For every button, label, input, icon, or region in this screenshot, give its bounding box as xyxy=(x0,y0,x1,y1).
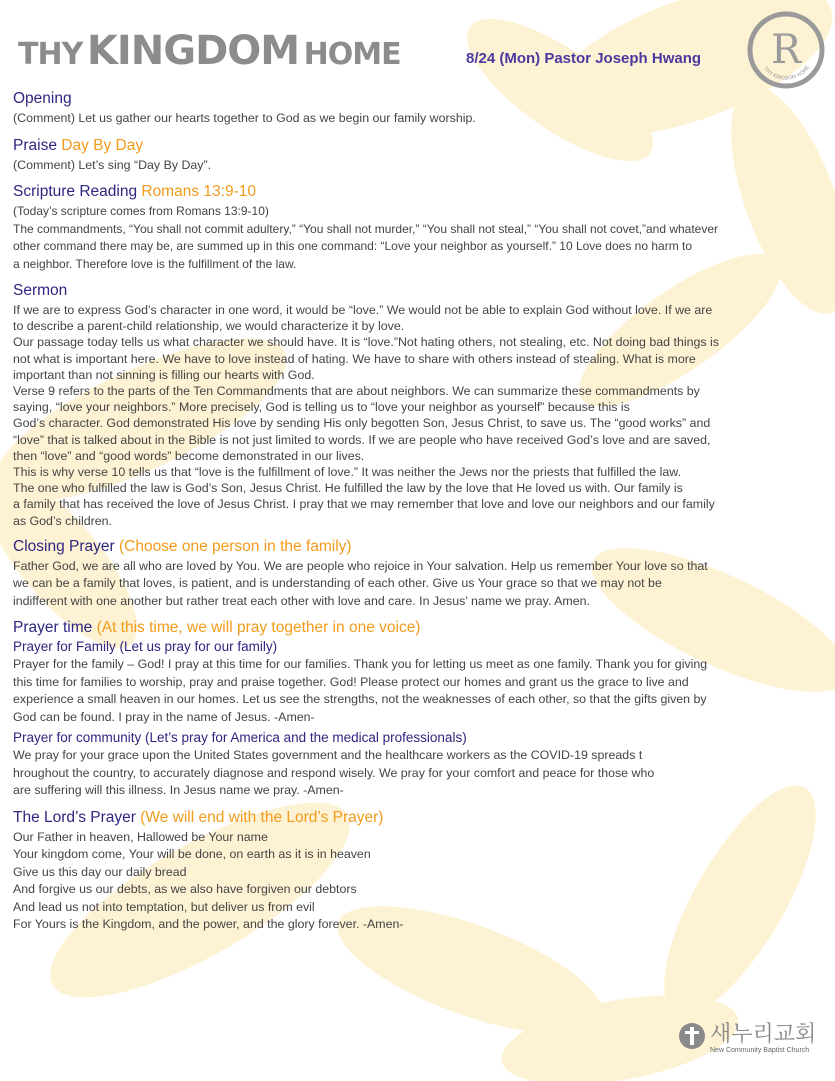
community-prayer-line: are suffering will this illness. In Jesus name we pray. -Amen- xyxy=(13,783,344,798)
thy-kingdom-home-logo xyxy=(746,10,826,90)
community-prayer-subheading: Prayer for community (Let’s pray for America and the medical professionals) xyxy=(13,730,467,746)
sermon-heading: Sermon xyxy=(13,282,68,299)
lords-prayer-line: Your kingdom come, Your will be done, on earth as it is in heaven xyxy=(13,847,371,862)
scripture-heading: Scripture Reading Romans 13:9-10 xyxy=(13,183,256,200)
closing-prayer-note: (Choose one person in the family) xyxy=(118,537,352,555)
praise-heading: Praise Day By Day xyxy=(13,136,144,154)
page-title xyxy=(18,28,401,74)
family-prayer-subheading: Prayer for Family (Let us pray for our family) xyxy=(13,639,278,655)
sermon-line: not what is important here. We have to love instead of hating. We have to share with others instead of stealing. What is more xyxy=(13,351,696,366)
sermon-line: “love” that is talked about in the Bible is not just limited to words. If we are people who have received God’s love and are saved, xyxy=(13,432,711,447)
scripture-line: a neighbor. Therefore love is the fulfillment of the law. xyxy=(13,256,297,271)
scripture-intro: (Today’s scripture comes from Romans 13:9-10) xyxy=(13,204,269,218)
lords-prayer-line: For Yours is the Kingdom, and the power, and the glory forever. -Amen- xyxy=(13,917,404,932)
church-logo xyxy=(677,1017,827,1063)
sermon-line: to describe a parent-child relationship, we would characterize it by love. xyxy=(13,319,405,334)
church-mark-icon xyxy=(677,1021,707,1051)
lords-prayer-line: And lead us not into temptation, but deliver us from evil xyxy=(13,899,315,914)
sermon-line: saying, “love your neighbors.” More precisely, God is telling us to “love your neighbor as yourself” because this is xyxy=(13,400,630,415)
sermon-line: important than not sinning is filling our hearts with God. xyxy=(13,367,315,382)
closing-prayer-line: indifferent with one another but rather treat each other with love and care. In Jesus’ name we pray. Amen. xyxy=(13,593,590,608)
church-name-korean: 새누리교회 xyxy=(710,1022,817,1047)
title-word-thy: THY xyxy=(18,37,83,72)
scripture-line: other command there may be, are summed up in this one command: “Love your neighbor as yourself.” 10 Love does no harm to xyxy=(13,239,693,253)
sermon-line: Verse 9 refers to the parts of the Ten Commandments that are about neighbors. We can summarize these commandments by xyxy=(13,384,700,399)
date-and-pastor: 8/24 (Mon) Pastor Joseph Hwang xyxy=(466,50,702,67)
lords-prayer-note: (We will end with the Lord’s Prayer) xyxy=(140,808,384,826)
family-prayer-line: experience a small heaven in our homes. Let us see the strengths, not the weaknesses of each other, so that the gifts given by xyxy=(13,692,707,707)
closing-prayer-line: we can be a family that loves, is patient, and is understanding of each other. Give us Your grace so that we may not be xyxy=(13,576,662,591)
family-prayer-line: God can be found. I pray in the name of Jesus. -Amen- xyxy=(13,709,315,724)
community-prayer-line: hroughout the country, to accurately diagnose and respond wisely. We pray for your comfort and peace for those who xyxy=(13,765,655,780)
scripture-line: The commandments, “You shall not commit adultery,” “You shall not murder,” “You shall not steal,” “You shall not covet,”and whatever xyxy=(13,221,719,236)
sermon-line: a family that has received the love of Jesus Christ. I pray that we may remember that love and love our neighbors and our family xyxy=(13,497,715,512)
prayer-time-section xyxy=(13,619,828,800)
title-word-home: HOME xyxy=(303,37,401,72)
logo-arc-text: THY KINGDOM HOME xyxy=(762,64,812,82)
worship-content xyxy=(13,90,828,943)
logo-letter: R xyxy=(770,27,802,73)
lords-prayer-heading: The Lord’s Prayer (We will end with the Lord’s Prayer) xyxy=(13,808,384,826)
praise-section xyxy=(13,137,828,175)
opening-section xyxy=(13,90,828,128)
sermon-line: The one who fulfilled the law is God’s Son, Jesus Christ. He fulfilled the law by the love that He loved us with. Our family is xyxy=(13,481,683,496)
lords-prayer-line: Give us this day our daily bread xyxy=(13,864,187,879)
sermon-line: Our passage today tells us what character we should have. It is “love.”Not hating others, not stealing, etc. Not doing bad things is xyxy=(13,335,719,350)
sermon-line: If we are to express God’s character in one word, it would be “love.” We would not be able to explain God without love. If we are xyxy=(13,303,713,317)
church-name-english: New Community Baptist Church xyxy=(710,1047,810,1054)
sermon-line: as God’s children. xyxy=(13,513,112,528)
closing-prayer-line: Father God, we are all who are loved by You. We are people who rejoice in Your salvation. Help us remember Your love so that xyxy=(13,558,708,573)
opening-heading: Opening xyxy=(13,90,72,107)
prayer-time-note: (At this time, we will pray together in one voice) xyxy=(96,619,421,637)
title-word-kingdom: KINGDOM xyxy=(86,28,300,74)
lords-prayer-line: And forgive us our debts, as we also have forgiven our debtors xyxy=(13,882,357,897)
sermon-line: then “love” and “good words” become demonstrated in our lives. xyxy=(13,448,365,463)
closing-prayer-heading: Closing Prayer (Choose one person in the family) xyxy=(13,537,352,555)
lords-prayer-line: Our Father in heaven, Hallowed be Your name xyxy=(13,829,268,844)
praise-song-title: Day By Day xyxy=(61,136,144,154)
community-prayer-line: We pray for your grace upon the United States government and the healthcare workers as the COVID-19 spreads t xyxy=(13,748,643,763)
family-prayer-line: Prayer for the family – God! I pray at this time for our families. Thank you for letting us meet as one family. Thank you for giving xyxy=(13,657,708,672)
closing-prayer-section xyxy=(13,538,828,611)
scripture-section xyxy=(13,183,828,273)
opening-text: (Comment) Let us gather our hearts together to God as we begin our family worship. xyxy=(13,111,476,125)
lords-prayer-section xyxy=(13,809,828,934)
sermon-line: God’s character. God demonstrated His love by sending His only begotten Son, Jesus Christ, to save us. The “good works” and xyxy=(13,416,711,431)
praise-text: (Comment) Let’s sing “Day By Day”. xyxy=(13,157,212,172)
family-prayer-line: this time for families to worship, pray and praise together. God! Please protect our homes and grant us the grace to live and xyxy=(13,674,689,689)
scripture-reference: Romans 13:9-10 xyxy=(141,183,256,200)
sermon-section xyxy=(13,282,828,529)
prayer-time-heading: Prayer time (At this time, we will pray together in one voice) xyxy=(13,619,421,637)
sermon-line: This is why verse 10 tells us that “love is the fulfillment of love.” It was neither the Jews nor the priests that fulfilled the law. xyxy=(13,465,682,480)
